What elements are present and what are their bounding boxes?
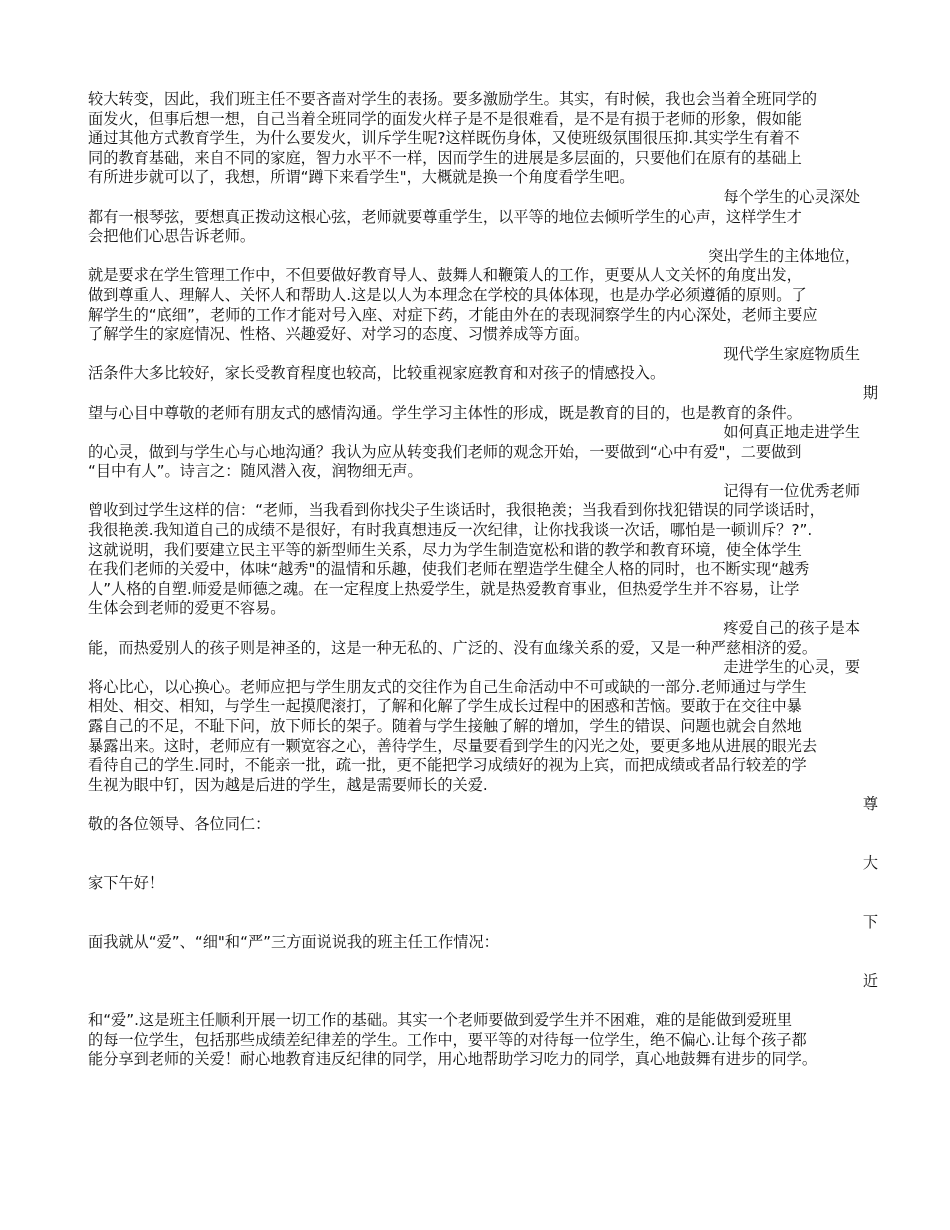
text-line-l36: 生视为眼中钉，因为越是后进的学生，越是需要师长的关爱.: [88, 775, 488, 794]
text-line-l07: 都有一根琴弦，要想真正拨动这根心弦，老师就要尊重学生，以平等的地位去倾听学生的心声，这样学生才: [88, 207, 802, 226]
text-line-l05: 有所进步就可以了，我想，所谓“蹲下来看学生"，大概就是换一个角度看学生吧。: [88, 168, 635, 187]
blank-line: [88, 835, 880, 855]
text-line-l17: 望与心目中尊敬的老师有朋友式的感情沟通。学生学习主体性的形成，既是教育的目的，也是教育的条件。: [88, 403, 802, 422]
text-line-l06: 每个学生的心灵深处: [723, 187, 860, 206]
text-line-l41: 家下午好！: [88, 873, 164, 892]
text-line-l37: 尊: [862, 795, 878, 814]
text-line-l24: 这就说明，我们要建立民主平等的新型师生关系，尽力为学生制造宽松和谐的教学和教育环境，使全体学生: [88, 540, 802, 559]
text-line-l29: 能，而热爱别人的孩子则是神圣的，这是一种无私的、广泛的、没有血缘关系的爱，又是一种严慈相济的爱。: [88, 638, 817, 657]
text-line-l25: 在我们老师的关爱中，体味“越秀"的温情和乐趣，使我们老师在塑造学生健全人格的同时，也不断实现“越秀: [88, 560, 810, 579]
text-line-l01: 较大转变，因此，我们班主任不要吝啬对学生的表扬。要多激励学生。其实，有时候，我也会当着全班同学的: [88, 90, 817, 108]
blank-line: [88, 893, 880, 913]
text-line-l44: 面我就从“爱”、“细"和“严”三方面说说我的班主任工作情况：: [88, 932, 499, 951]
text-line-l38: 敬的各位领导、各位同仁：: [88, 814, 271, 833]
text-line-l33: 露自己的不足，不耻下问，放下师长的架子。随着与学生接触了解的增加，学生的错误、问题也就会自然地: [88, 717, 802, 735]
text-line-l21: 记得有一位优秀老师: [723, 481, 860, 500]
text-line-l26: 人”人格的自塑.师爱是师德之魂。在一定程度上热爱学生，就是热爱教育事业，但热爱学生并不容易，让学: [88, 579, 800, 598]
text-line-l46: 近: [862, 971, 878, 990]
text-line-l35: 看待自己的学生.同时，不能亲一批，疏一批，更不能把学习成绩好的视为上宾，而把成绩或者品行较差的学: [88, 756, 807, 775]
text-line-l20: “目中有人”。诗言之：随风潜入夜，润物细无声。: [88, 462, 423, 481]
text-line-l10: 就是要求在学生管理工作中，不但要做好教育导人、鼓舞人和鞭策人的工作，更要从人文关怀的角度出发，: [88, 266, 802, 285]
text-line-l34: 暴露出来。这时，老师应有一颗宽容之心，善待学生，尽量要看到学生的闪光之处，要更多地从进展的眼光去: [88, 736, 817, 755]
document-body: [88, 90, 880, 1070]
blank-line: [88, 991, 880, 1011]
text-line-l18: 如何真正地走进学生: [723, 423, 860, 442]
text-line-l43: 下: [862, 912, 878, 931]
text-line-l02: 面发火，但事后想一想，自己当着全班同学的面发火样子是不是很难看，是不是有损于老师的形象，假如能: [88, 109, 802, 128]
text-line-l23: 我很艳羡.我知道自己的成绩不是很好，有时我真想违反一次纪律，让你找我谈一次话，哪怕是一顿训斥？?”.: [88, 521, 813, 540]
text-line-l50: 能分享到老师的关爱！耐心地教育违反纪律的同学，用心地帮助学习吃力的同学，真心地鼓舞有进步的同学。: [88, 1050, 817, 1069]
text-line-l28: 疼爱自己的孩子是本: [723, 619, 860, 638]
text-line-l03: 通过其他方式教育学生，为什么要发火，训斥学生呢?这样既伤身体，又使班级氛围很压抑.其实学生有着不: [88, 129, 800, 148]
text-line-l40: 大: [862, 854, 878, 873]
text-line-l22: 曾收到过学生这样的信：“老师，当我看到你找尖子生谈话时，我很艳羡；当我看到你找犯错误的同学谈话时，: [88, 501, 825, 520]
text-line-l16: 期: [862, 383, 878, 402]
text-line-l14: 现代学生家庭物质生: [723, 344, 860, 363]
text-line-l49: 的每一位学生，包括那些成绩差纪律差的学生。工作中，要平等的对待每一位学生，绝不偏心.让每个孩子都: [88, 1030, 807, 1049]
text-line-l19: 的心灵，做到与学生心与心地沟通？我认为应从转变我们老师的观念开始，一要做到“心中有爱"，二要做到: [88, 442, 802, 461]
text-line-l32: 相处、相交、相知，与学生一起摸爬滚打，了解和化解了学生成长过程中的困惑和苦恼。要敢于在交往中暴: [88, 697, 802, 716]
text-line-l15: 活条件大多比较好，家长受教育程度也较高，比较重视家庭教育和对孩子的情感投入。: [88, 364, 666, 383]
blank-line: [88, 952, 880, 972]
text-line-l12: 解学生的“底细”，老师的工作才能对号入座、对症下药，才能由外在的表现洞察学生的内心深处，老师主要应: [88, 305, 818, 324]
text-line-l13: 了解学生的家庭情况、性格、兴趣爱好、对学习的态度、习惯养成等方面。: [88, 325, 590, 344]
text-line-l30: 走进学生的心灵，要: [723, 658, 860, 677]
text-line-l09: 突出学生的主体地位，: [708, 246, 860, 265]
text-line-l27: 生体会到老师的爱更不容易。: [88, 599, 286, 618]
text-line-l48: 和“爱”.这是班主任顺利开展一切工作的基础。其实一个老师要做到爱学生并不困难，难的是能做到爱班里: [88, 1010, 793, 1029]
text-line-l11: 做到尊重人、理解人、关怀人和帮助人.这是以人为本理念在学校的具体体现，也是办学必须遵循的原则。了: [88, 285, 807, 304]
text-line-l04: 同的教育基础，来自不同的家庭，智力水平不一样，因而学生的进展是多层面的，只要他们在原有的基础上: [88, 148, 802, 167]
text-line-l31: 将心比心，以心换心。老师应把与学生朋友式的交往作为自己生命活动中不可或缺的一部分.老师通过与学生: [88, 677, 807, 696]
text-line-l08: 会把他们心思告诉老师。: [88, 227, 256, 246]
